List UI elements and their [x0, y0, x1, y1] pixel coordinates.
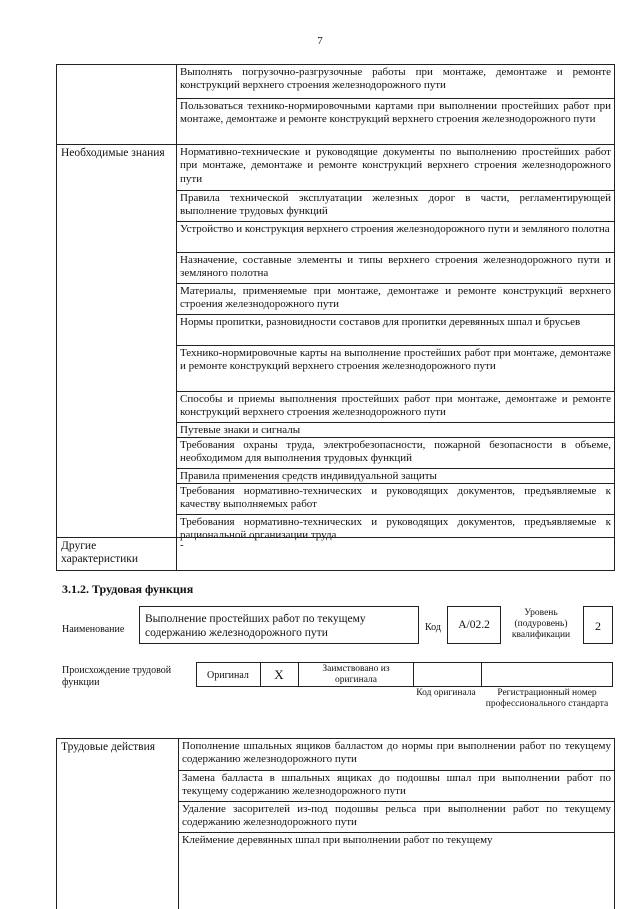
name-value-box — [139, 606, 419, 644]
table-cell: Замена балласта в шпальных ящиках до подошвы шпал при выполнении работ по текущему содержанию железнодорожного пути — [179, 770, 614, 801]
name-label: Наименование — [62, 624, 125, 635]
table-cell: Выполнять погрузочно-разгрузочные работы при монтаже, демонтаже и ремонте конструкций верхнего строения железнодорожного пути — [180, 66, 611, 92]
table-cell: Клеймение деревянных шпал при выполнении работ по текущему — [179, 832, 614, 863]
original-label: Оригинал — [207, 670, 249, 681]
table-cell: Требования нормативно-технических и руководящих документов, предъявляемые к рациональной организации труда — [177, 514, 614, 545]
origin-label: Происхождение трудовой функции — [62, 665, 172, 688]
table-cell: Правила технической эксплуатации железных дорог в части, регламентирующей выполнение трудовых функций — [177, 190, 614, 221]
table-cell: Назначение, составные элементы и типы верхнего строения железнодорожного пути и земляного полотна — [177, 252, 614, 283]
section-heading: 3.1.2. Трудовая функция — [62, 582, 194, 596]
labor-actions-table — [56, 738, 615, 909]
table-cell: Требования нормативно-технических и руководящих документов, предъявляемые к качеству выполняемых работ — [177, 483, 614, 514]
table-cell: Устройство и конструкция верхнего строения железнодорожного пути и земляного полотна — [177, 221, 614, 252]
code-label: Код — [425, 622, 441, 633]
level-label: Уровень (подуровень) квалификации — [511, 608, 571, 640]
table-cell: Путевые знаки и сигналы — [177, 422, 614, 437]
row-label-empty — [57, 65, 176, 69]
table-cell: Правила применения средств индивидуальной защиты — [177, 468, 614, 483]
qualification-level: 2 — [595, 619, 601, 633]
divider — [298, 663, 299, 686]
level-value-box — [583, 606, 613, 644]
divider — [413, 663, 414, 686]
code-value-box — [447, 606, 501, 644]
table-cell: Способы и приемы выполнения простейших работ при монтаже, демонтаже и ремонте конструкций верхнего строения железнодорожного пути — [177, 391, 614, 422]
table-cell: Нормы пропитки, разновидности составов для пропитки деревянных шпал и брусьев — [177, 314, 614, 345]
row-label-knowledge: Необходимые знания — [57, 144, 177, 164]
function-name: Выполнение простейших работ по текущему содержанию железнодорожного пути — [145, 613, 366, 639]
row-label-actions: Трудовые действия — [61, 741, 156, 753]
code-caption: Код оригинала — [416, 688, 476, 698]
table-cell: Материалы, применяемые при монтаже, демонтаже и ремонте конструкций верхнего строения железнодорожного пути — [177, 283, 614, 314]
table-cell: Нормативно-технические и руководящие документы по выполнению простейших работ при монтаже, демонтаже и ремонте конструкций верхнего строения железнодорожного пути — [177, 144, 614, 190]
original-mark: X — [274, 667, 284, 682]
page-number: 7 — [317, 35, 323, 47]
table-cell: Удаление засорителей из-под подошвы рельса при выполнении работ по текущему содержанию железнодорожного пути — [179, 801, 614, 832]
borrowed-label: Заимствовано из оригинала — [322, 664, 390, 685]
table-cell: Требования охраны труда, электробезопасности, пожарной безопасности в объеме, необходимом для выполнения трудовых функций — [177, 437, 614, 468]
function-code: А/02.2 — [458, 619, 490, 631]
skills-knowledge-table — [56, 64, 615, 571]
table-cell: - — [177, 537, 614, 570]
registration-caption: Регистрационный номер профессионального стандарта — [485, 688, 609, 709]
origin-box — [196, 662, 613, 687]
table-cell: Пользоваться технико-нормировочными картами при выполнении простейших работ при монтаже, демонтаже и ремонте конструкций верхнего строения железнодорожного пути — [177, 98, 614, 144]
table-cell: Пополнение шпальных ящиков балластом до нормы при выполнении работ по текущему содержанию железнодорожного пути — [182, 740, 611, 766]
divider — [481, 663, 482, 686]
row-label-other: Другие характеристики — [57, 537, 177, 568]
table-cell: Технико-нормировочные карты на выполнение простейших работ при монтаже, демонтаже и ремонте конструкций верхнего строения железнодорожного пути — [177, 345, 614, 391]
